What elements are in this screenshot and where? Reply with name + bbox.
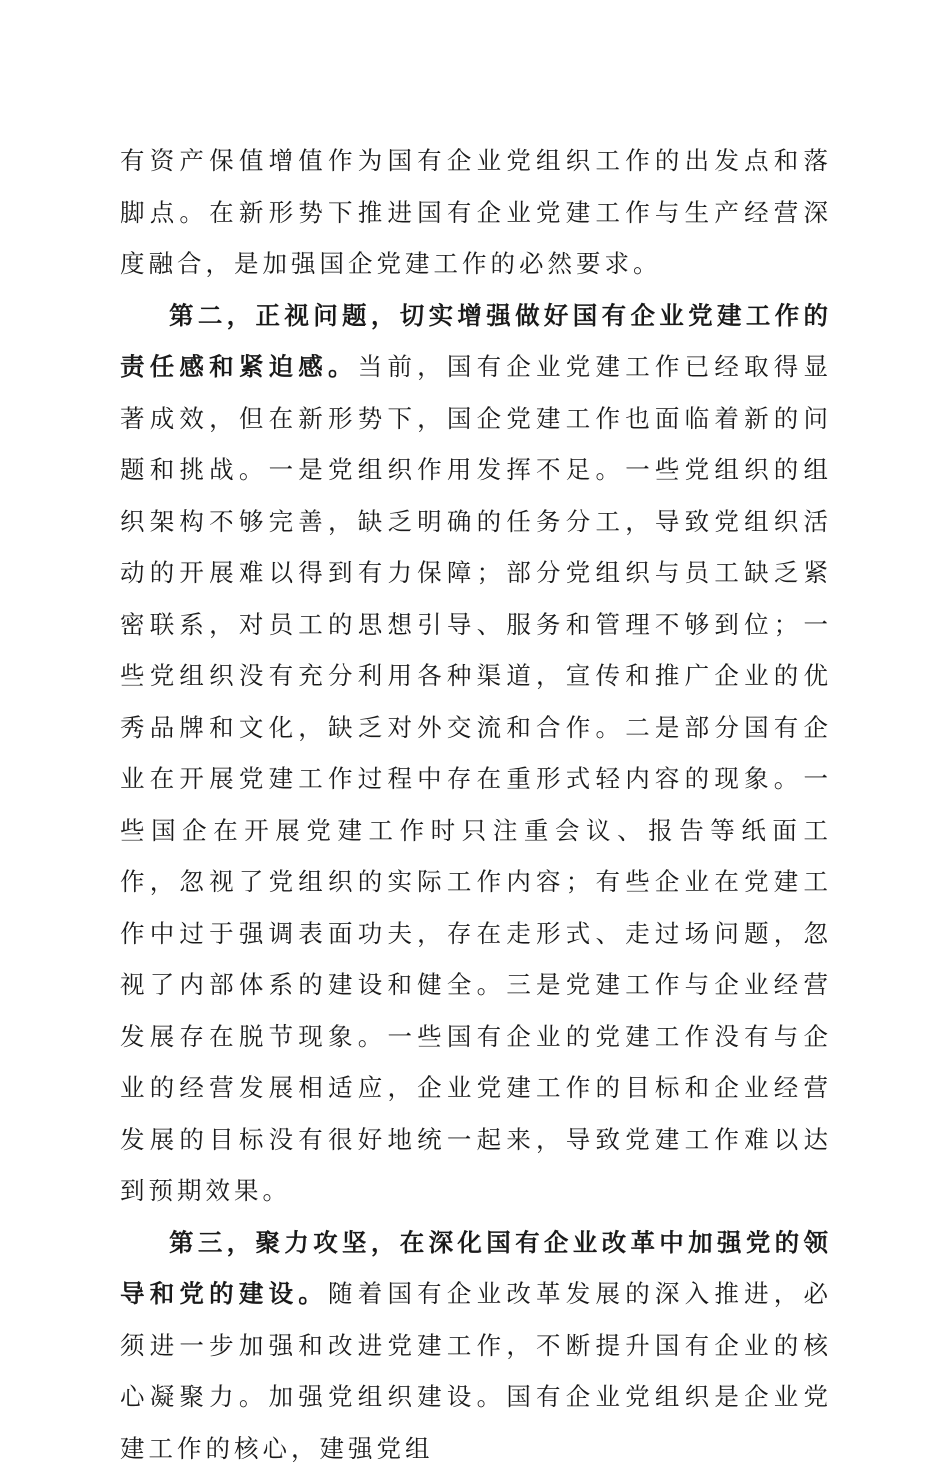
paragraph-2	[120, 290, 832, 1217]
paragraph-body: 有资产保值增值作为国有企业党组织工作的出发点和落脚点。在新形势下推进国有企业党建工作与生产经营深度融合，是加强国企党建工作的必然要求。	[120, 146, 832, 278]
paragraph-1	[120, 135, 832, 290]
document-page	[120, 135, 832, 1474]
paragraph-lead: 第三，聚力攻坚，在深化国有企业改革中加强党的领导和党的建设。	[120, 1228, 832, 1309]
paragraph-lead: 第二，正视问题，切实增强做好国有企业党建工作的责任感和紧迫感。	[120, 301, 832, 382]
paragraph-3	[120, 1217, 832, 1474]
paragraph-body: 当前，国有企业党建工作已经取得显著成效，但在新形势下，国企党建工作也面临着新的问题和挑战。一是党组织作用发挥不足。一些党组织的组织架构不够完善，缺乏明确的任务分工，导致党组织活动的开展难以得到有力保障；部分党组织与员工缺乏紧密联系，对员工的思想引导、服务和管理不够到位；一些党组织没有充分利用各种渠道，宣传和推广企业的优秀品牌和文化，缺乏对外交流和合作。二是部分国有企业在开展党建工作过程中存在重形式轻内容的现象。一些国企在开展党建工作时只注重会议、报告等纸面工作，忽视了党组织的实际工作内容；有些企业在党建工作中过于强调表面功夫，存在走形式、走过场问题，忽视了内部体系的建设和健全。三是党建工作与企业经营发展存在脱节现象。一些国有企业的党建工作没有与企业的经营发展相适应，企业党建工作的目标和企业经营发展的目标没有很好地统一起来，导致党建工作难以达到预期效果。	[120, 352, 832, 1205]
paragraph-body: 随着国有企业改革发展的深入推进，必须进一步加强和改进党建工作，不断提升国有企业的核心凝聚力。加强党组织建设。国有企业党组织是企业党建工作的核心，建强党组	[120, 1279, 832, 1463]
